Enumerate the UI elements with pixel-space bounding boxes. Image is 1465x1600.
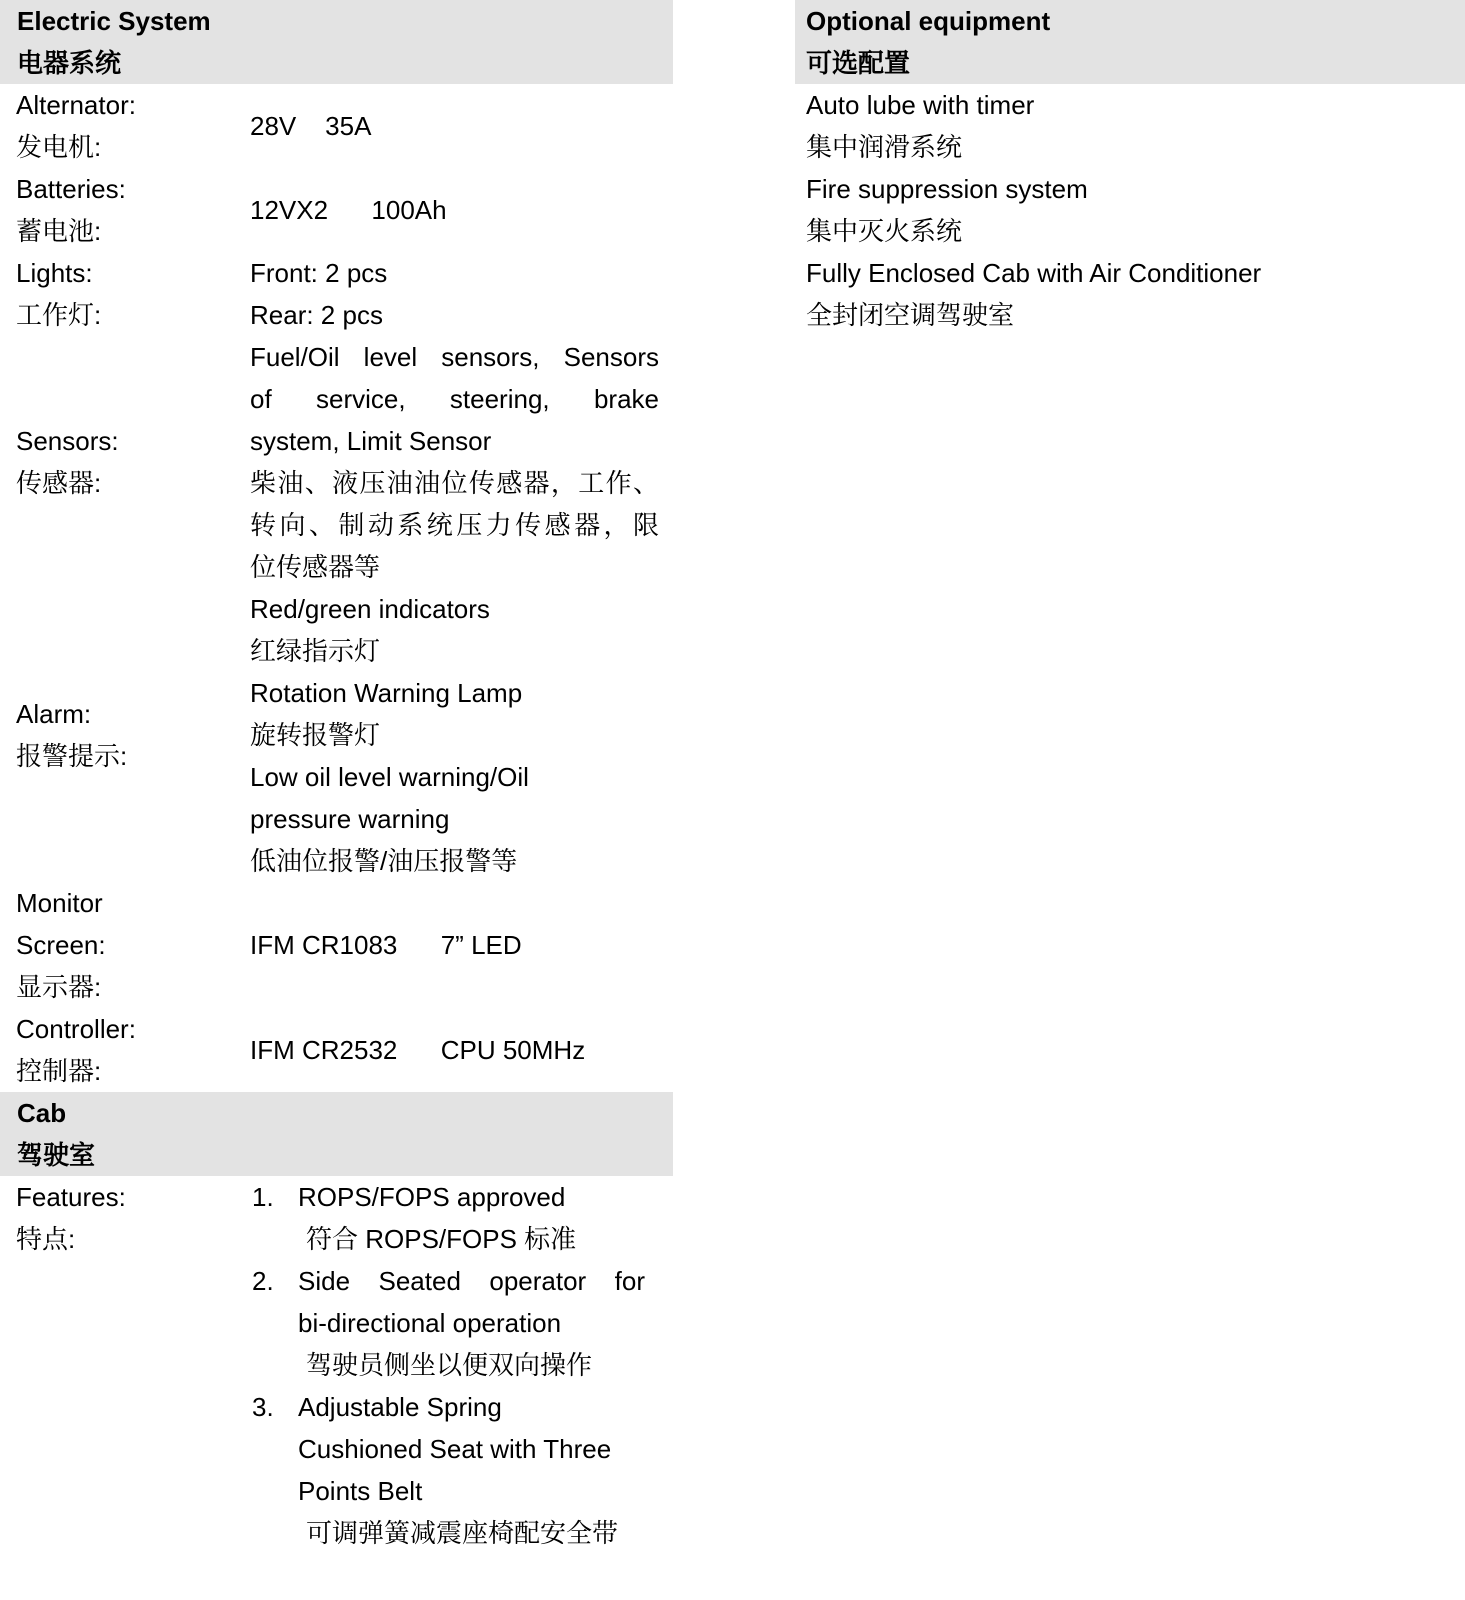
spec-value-controller bbox=[250, 1029, 673, 1071]
spec-label-line: Features: bbox=[16, 1182, 126, 1212]
spec-label-line: 特点: bbox=[16, 1224, 76, 1254]
spec-value-line: Low oil level warning/Oil bbox=[250, 762, 529, 792]
spec-row-alternator bbox=[0, 84, 673, 168]
spec-label-line: 报警提示: bbox=[16, 741, 128, 771]
optional-equipment-title-zh: 可选配置 bbox=[806, 48, 911, 78]
spec-value-line: Rear: 2 pcs bbox=[250, 300, 383, 330]
spec-row-sensors bbox=[0, 336, 673, 588]
spec-row-features bbox=[0, 1176, 673, 1554]
spec-value-line: 低油位报警/油压报警等 bbox=[250, 846, 518, 876]
spec-row-controller bbox=[0, 1008, 673, 1092]
optional-item-en: Auto lube with timer bbox=[806, 90, 1035, 120]
spec-label-line: Alternator: bbox=[16, 90, 136, 120]
feature-item-3 bbox=[250, 1386, 659, 1554]
feature-body bbox=[298, 1386, 659, 1554]
spec-row-batteries bbox=[0, 168, 673, 252]
spec-label-line: Alarm: bbox=[16, 699, 92, 729]
spec-value-line: pressure warning bbox=[250, 804, 450, 834]
spec-value-line: Front: 2 pcs bbox=[250, 258, 388, 288]
spec-value-monitor-screen bbox=[250, 924, 673, 966]
spec-label-line: 蓄电池: bbox=[16, 216, 102, 246]
spec-value-batteries bbox=[250, 189, 673, 231]
spec-value-line: 旋转报警灯 bbox=[250, 720, 381, 750]
cab-title-zh: 驾驶室 bbox=[17, 1140, 96, 1170]
spec-label-batteries bbox=[0, 168, 250, 252]
feature-line: 符合 ROPS/FOPS 标准 bbox=[306, 1224, 577, 1254]
spec-value-line: 28V 35A bbox=[250, 111, 372, 141]
spec-value-line: Fuel/Oil level sensors, Sensors bbox=[250, 342, 659, 372]
spec-label-lights bbox=[0, 252, 250, 336]
feature-line: Cushioned Seat with Three bbox=[298, 1434, 612, 1464]
optional-item-en: Fire suppression system bbox=[806, 174, 1088, 204]
spec-value-alternator bbox=[250, 105, 673, 147]
spec-value-line: of service, steering, brake bbox=[250, 384, 659, 414]
feature-line: 驾驶员侧坐以便双向操作 bbox=[306, 1350, 593, 1380]
optional-item-en: Fully Enclosed Cab with Air Conditioner bbox=[806, 258, 1262, 288]
right-column bbox=[795, 0, 1465, 336]
spec-label-line: Monitor bbox=[16, 888, 103, 918]
feature-line: Adjustable Spring bbox=[298, 1392, 502, 1422]
feature-line: 可调弹簧减震座椅配安全带 bbox=[306, 1518, 619, 1548]
optional-item-zh: 集中灭火系统 bbox=[806, 216, 963, 246]
spec-value-line: IFM CR1083 7” LED bbox=[250, 930, 522, 960]
spec-label-monitor-screen bbox=[0, 882, 250, 1008]
spec-value-line: system, Limit Sensor bbox=[250, 426, 492, 456]
optional-item-1 bbox=[795, 84, 1465, 168]
spec-label-line: 传感器: bbox=[16, 468, 102, 498]
spec-row-lights bbox=[0, 252, 673, 336]
electric-system-title-en: Electric System bbox=[17, 6, 211, 36]
spec-row-monitor-screen bbox=[0, 882, 673, 1008]
cab-title-en: Cab bbox=[17, 1098, 67, 1128]
optional-item-zh: 全封闭空调驾驶室 bbox=[806, 300, 1015, 330]
feature-line: Side Seated operator for bbox=[298, 1266, 645, 1296]
feature-number: 3. bbox=[252, 1392, 274, 1422]
feature-number: 2. bbox=[252, 1266, 274, 1296]
spec-label-sensors bbox=[0, 420, 250, 504]
electric-system-rows bbox=[0, 84, 673, 1092]
spec-value-line: 12VX2 100Ah bbox=[250, 195, 447, 225]
spec-value-sensors bbox=[250, 336, 673, 588]
spec-row-alarm bbox=[0, 588, 673, 882]
spec-value-line: 转向、制动系统压力传感器，限 bbox=[250, 510, 659, 540]
feature-line: ROPS/FOPS approved bbox=[298, 1182, 566, 1212]
spec-label-features bbox=[0, 1176, 250, 1260]
optional-equipment-header bbox=[795, 0, 1465, 84]
cab-header bbox=[0, 1092, 673, 1176]
optional-equipment-title-en: Optional equipment bbox=[806, 6, 1051, 36]
spec-label-alarm bbox=[0, 693, 250, 777]
spec-label-line: Sensors: bbox=[16, 426, 119, 456]
spec-label-line: Lights: bbox=[16, 258, 93, 288]
spec-value-alarm bbox=[250, 588, 673, 882]
features-list bbox=[250, 1176, 673, 1554]
spec-value-line: 红绿指示灯 bbox=[250, 636, 381, 666]
feature-number: 1. bbox=[252, 1182, 274, 1212]
left-column bbox=[0, 0, 673, 1554]
spec-label-controller bbox=[0, 1008, 250, 1092]
electric-system-header bbox=[0, 0, 673, 84]
spec-value-line: 位传感器等 bbox=[250, 552, 381, 582]
spec-label-line: 工作灯: bbox=[16, 300, 102, 330]
feature-item-1 bbox=[250, 1176, 659, 1260]
spec-value-line: 柴油、液压油油位传感器，工作、 bbox=[250, 468, 659, 498]
electric-system-title-zh: 电器系统 bbox=[17, 48, 122, 78]
feature-item-2 bbox=[250, 1260, 659, 1386]
optional-item-zh: 集中润滑系统 bbox=[806, 132, 963, 162]
spec-value-line: IFM CR2532 CPU 50MHz bbox=[250, 1035, 586, 1065]
spec-label-line: Controller: bbox=[16, 1014, 136, 1044]
spec-label-line: Screen: bbox=[16, 930, 106, 960]
optional-item-3 bbox=[795, 252, 1465, 336]
feature-line: Points Belt bbox=[298, 1476, 423, 1506]
spec-label-alternator bbox=[0, 84, 250, 168]
spec-label-line: 显示器: bbox=[16, 972, 102, 1002]
spec-label-line: 控制器: bbox=[16, 1056, 102, 1086]
feature-body bbox=[298, 1260, 659, 1386]
optional-item-2 bbox=[795, 168, 1465, 252]
feature-body bbox=[298, 1176, 659, 1260]
cab-rows bbox=[0, 1176, 673, 1554]
spec-value-line: Red/green indicators bbox=[250, 594, 490, 624]
optional-equipment-items bbox=[795, 84, 1465, 336]
spec-label-line: Batteries: bbox=[16, 174, 126, 204]
feature-line: bi-directional operation bbox=[298, 1308, 562, 1338]
spec-value-line: Rotation Warning Lamp bbox=[250, 678, 523, 708]
spec-value-lights bbox=[250, 252, 673, 336]
spec-label-line: 发电机: bbox=[16, 132, 102, 162]
